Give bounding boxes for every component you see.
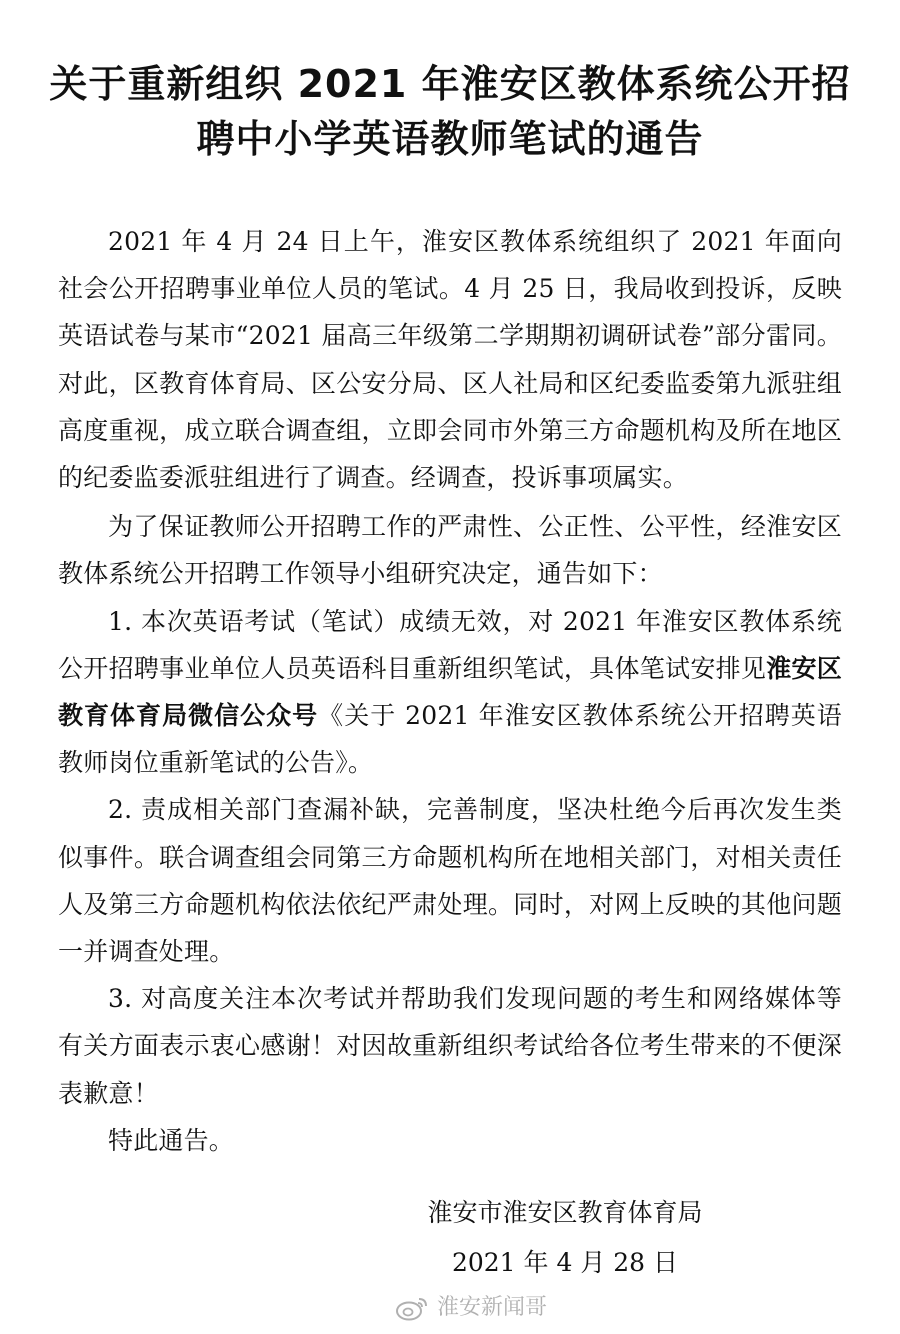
list-item-1 bbox=[58, 598, 842, 787]
watermark-text: 淮安新闻哥 bbox=[437, 1295, 548, 1320]
title-line-1: 关于重新组织 2021 年淮安区教体系统公开招 bbox=[49, 62, 851, 106]
signature-org: 淮安市淮安区教育体育局 bbox=[427, 1198, 703, 1227]
list-item-1-text-b: 《关于 2021 年淮安区教体系统公开招聘英语教师岗位重新笔试的公告》。 bbox=[58, 701, 842, 778]
wechat-account-name: 淮安区教育体育局微信公众号 bbox=[58, 653, 842, 731]
signature-date: 2021 年 4 月 28 日 bbox=[451, 1248, 679, 1277]
title-line-2: 聘中小学英语教师笔试的通告 bbox=[196, 117, 704, 161]
paragraph-decision: 为了保证教师公开招聘工作的严肃性、公正性、公平性，经淮安区教体系统公开招聘工作领导小组研究决定，通告如下： bbox=[58, 512, 842, 589]
watermark bbox=[395, 1293, 547, 1323]
list-item-3: 3. 对高度关注本次考试并帮助我们发现问题的考生和网络媒体等有关方面表示衷心感谢！对因故重新组织考试给各位考生带来的不便深表歉意！ bbox=[58, 984, 842, 1108]
weibo-icon bbox=[395, 1294, 429, 1322]
list-item-2: 2. 责成相关部门查漏补缺，完善制度，坚决杜绝今后再次发生类似事件。联合调查组会同第三方命题机构所在地相关部门，对相关责任人及第三方命题机构依法依纪严肃处理。同时，对网上反映的其他问题一并调查处理。 bbox=[58, 795, 842, 967]
notice-body bbox=[58, 218, 842, 1164]
paragraph-background: 2021 年 4 月 24 日上午，淮安区教体系统组织了 2021 年面向社会公开招聘事业单位人员的笔试。4 月 25 日，我局收到投诉，反映英语试卷与某市“2021 届高三年级第二学期期初调研试卷”部分雷同。对此，区教育体育局、区公安分局、区人社局和区纪委监委第九派驻组高度重视，成立联合调查组，立即会同市外第三方命题机构及所在地区的纪委监委派驻组进行了调查。经调查，投诉事项属实。 bbox=[58, 227, 842, 493]
closing-line: 特此通告。 bbox=[108, 1125, 235, 1155]
list-item-1-text-a: 1. 本次英语考试（笔试）成绩无效，对 2021 年淮安区教体系统公开招聘事业单位人员英语科目重新组织笔试，具体笔试安排见 bbox=[58, 606, 842, 683]
